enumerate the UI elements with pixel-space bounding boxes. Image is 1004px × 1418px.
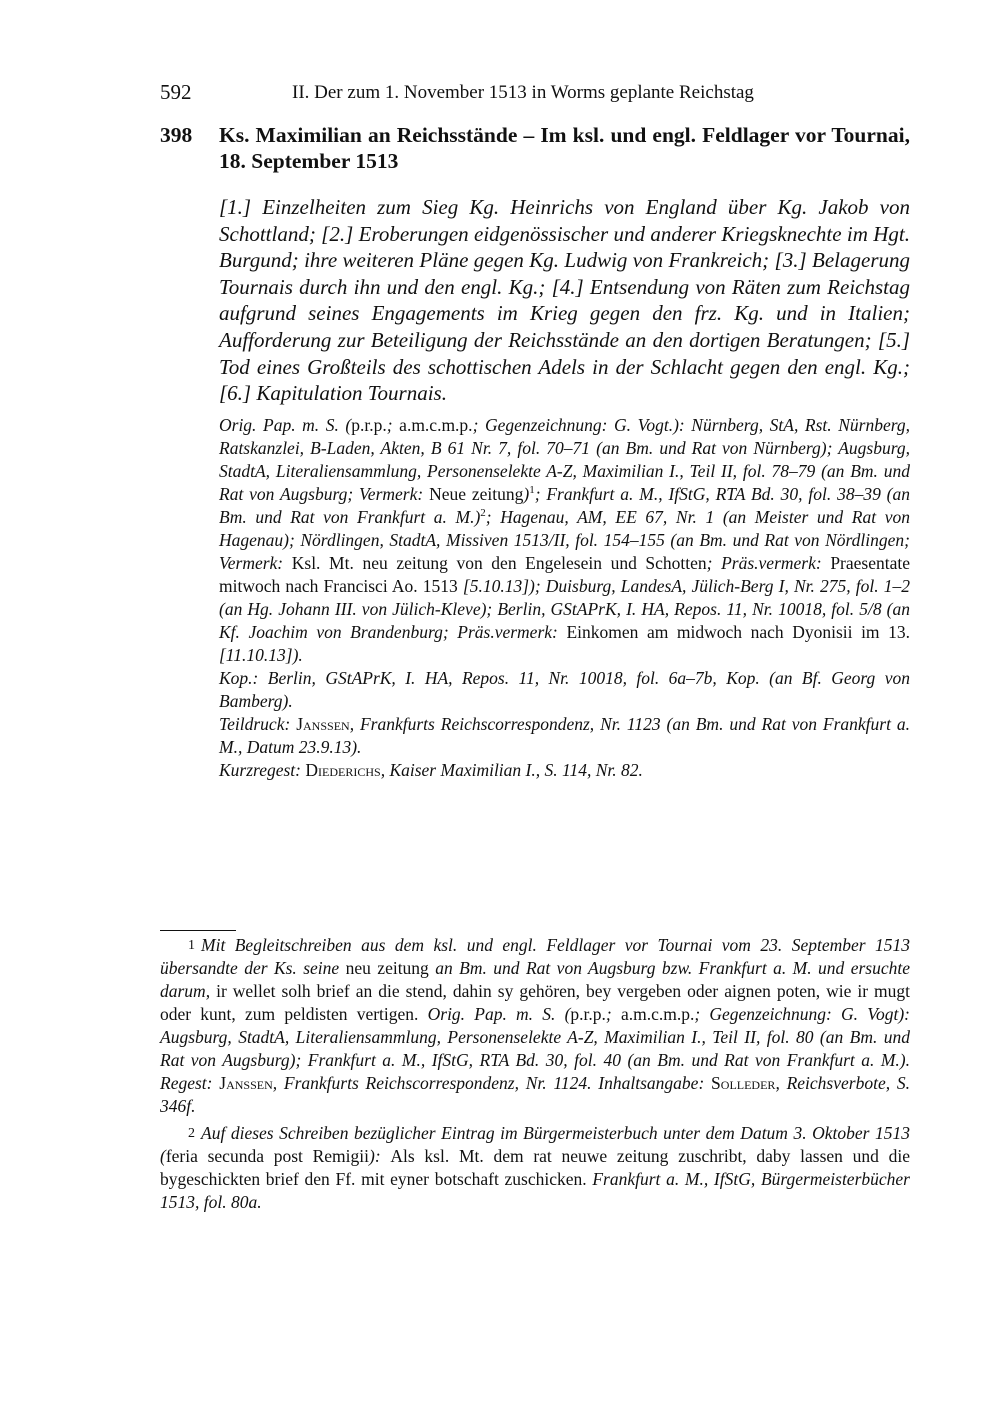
orig-text: ; Frankfurt a. M., IfStG, RTA Bd. 30, fol. 38–39 (an Bm. und Rat von Frankfurt a. M.) bbox=[219, 483, 910, 527]
page-header bbox=[160, 80, 910, 110]
orig-quote: Einkomen am midwoch nach Dyonisii im 13. bbox=[566, 621, 910, 642]
footnote-number: 1 bbox=[188, 938, 195, 953]
footnote-quote: neu zeitung bbox=[345, 958, 429, 978]
footnote-2 bbox=[160, 1122, 910, 1214]
footnote-text: ): bbox=[369, 1146, 391, 1166]
document-number: 398 bbox=[160, 123, 193, 147]
orig-text: ) bbox=[523, 483, 530, 504]
footnote-text: Mit Begleitschreiben aus dem ksl. und engl. Feldlager vor Tournai vom 23. September 1513 übersandte der Ks. seine bbox=[160, 935, 910, 978]
document-body bbox=[219, 194, 910, 782]
partial-print-note bbox=[219, 713, 910, 759]
orig-text: a.m.c.m.p. bbox=[399, 414, 473, 435]
footnote-divider bbox=[160, 930, 236, 931]
orig-quote: Neue zeitung bbox=[429, 483, 524, 504]
partial-print-text: , Frankfurts Reichscorrespondenz, Nr. 1123 (an Bm. und Rat von Frankfurt a. M., Datum 23.9.13). bbox=[219, 713, 910, 757]
footnote-quote: a.m.c.m.p. bbox=[620, 1004, 695, 1024]
footnote-ref-2[interactable]: 2 bbox=[480, 506, 486, 519]
footnote-author: Janssen bbox=[219, 1073, 273, 1093]
footnote-text: ; bbox=[605, 1004, 621, 1024]
page-number: 592 bbox=[160, 80, 192, 104]
footnote-text: Auf dieses Schreiben bezüglicher Eintrag im Bürgermeisterbuch unter dem Datum 3. Oktober 1513 ( bbox=[160, 1123, 910, 1166]
running-title: II. Der zum 1. November 1513 in Worms geplante Reichstag bbox=[292, 82, 754, 103]
footnotes bbox=[160, 934, 910, 1218]
footnote-author: Solleder bbox=[711, 1073, 776, 1093]
orig-text: ; Hagenau, AM, EE 67, Nr. 1 (an Meister und Rat von Hagenau); Nördlingen, StadtA, Missiven 1513/II, fol. 154–155 (an Bm. und Rat von Nördlingen; Vermerk: bbox=[219, 506, 910, 573]
footnote-text: ; Gegenzeichnung: G. Vogt): Augsburg, StadtA, Literaliensammlung, Personenselekte A-Z, Maximilian I., Teil II, fol. 80 (an Bm. und Rat von Augsburg); Frankfurt a. M., IfStG, RTA Bd. 30, fol. 40 (an Bm. und Rat von Frankfurt a. M.). Regest: bbox=[160, 1004, 910, 1093]
footnote-text: Frankfurt a. M., IfStG, Bürgermeisterbücher 1513, fol. 80a. bbox=[160, 1169, 910, 1212]
footnote-text: Orig. Pap. m. S. ( bbox=[418, 1004, 571, 1024]
footnote-number: 2 bbox=[188, 1126, 195, 1141]
partial-print-label: Teildruck: bbox=[219, 713, 297, 734]
orig-quote: Ksl. Mt. neu zeitung von den Engelesein und Schotten bbox=[291, 552, 707, 573]
footnote-text: an Bm. und Rat von Augsburg bzw. Frankfurt a. M. und ersuchte darum, bbox=[160, 958, 910, 1001]
orig-text: p.r.p. bbox=[351, 414, 387, 435]
footnote-text: , Reichsverbote, S. 346f. bbox=[160, 1073, 910, 1116]
footnote-quote: p.r.p. bbox=[570, 1004, 606, 1024]
orig-quote: Praesentate mitwoch nach Francisci Ao. 1513 bbox=[219, 552, 910, 596]
short-regest-note bbox=[219, 759, 910, 782]
short-regest-author: Diederichs bbox=[305, 759, 381, 780]
orig-text: ; Gegenzeichnung: G. Vogt.): Nürnberg, StA, Rst. Nürnberg, Ratskanzlei, B-Laden, Akten, B 61 Nr. 7, fol. 70–71 (an Bm. und Rat von Nürnberg); Augsburg, StadtA, Literaliensammlung, Personenselekte A-Z, Maximilian I., Teil II, fol. 78–79 (an Bm. und Rat von Augsburg; Vermerk: bbox=[219, 414, 910, 504]
copy-note: Kop.: Berlin, GStAPrK, I. HA, Repos. 11, Nr. 10018, fol. 6a–7b, Kop. (an Bf. Georg von Bamberg). bbox=[219, 667, 910, 711]
orig-text: [5.10.13]); Duisburg, LandesA, Jülich-Berg I, Nr. 275, fol. 1–2 (an Hg. Johann III. von Jülich-Kleve); Berlin, GStAPrK, I. HA, Repos. 11, Nr. 10018, fol. 5/8 (an Kf. Joachim von Brandenburg; Präs.vermerk: bbox=[219, 575, 910, 642]
footnote-quote: Als ksl. Mt. dem rat neuwe zeitung zuschribt, daby lassen und die bygeschickten brief den Ff. mit eyner botschaft zuschicken. bbox=[160, 1146, 911, 1189]
orig-text: ; bbox=[386, 414, 400, 435]
footnote-text: , Frankfurts Reichscorrespondenz, Nr. 1124. Inhaltsangabe: bbox=[272, 1073, 712, 1093]
orig-text: ; Präs.vermerk: bbox=[706, 552, 831, 573]
footnote-quote: ir wellet solh brief an die stend, dahin sy gehören, bey vergeben oder aignen poten, wie ir mugt oder kunt, zum peldisten vertigen. bbox=[160, 981, 910, 1024]
orig-text: [11.10.13]). bbox=[219, 644, 303, 665]
document-heading bbox=[160, 122, 910, 174]
original-sources-note bbox=[219, 414, 910, 667]
footnote-ref-1[interactable]: 1 bbox=[529, 483, 535, 496]
short-regest-text: , Kaiser Maximilian I., S. 114, Nr. 82. bbox=[380, 759, 643, 780]
footnote-1 bbox=[160, 934, 910, 1118]
document-summary: [1.] Einzelheiten zum Sieg Kg. Heinrichs von England über Kg. Jakob von Schottland; [2.] Eroberungen eidgenössischer und anderer Kriegsknechte im Hgt. Burgund; ihre weiteren Pläne gegen Kg. Ludwig von Frankreich; [3.] Belagerung Tournais durch ihn und den engl. Kg.; [4.] Entsendung von Räten zum Reichstag aufgrund seines Engagements im Krieg gegen den frz. Kg. und in Italien; Aufforderung zur Beteiligung der Reichsstände an den dortigen Beratungen; [5.] Tod eines Großteils des schottischen Adels in der Schlacht gegen den engl. Kg.; [6.] Kapitulation Tournais. bbox=[219, 195, 910, 406]
document-title: Ks. Maximilian an Reichsstände – Im ksl. und engl. Feldlager vor Tournai, 18. September 1513 bbox=[219, 123, 910, 173]
orig-text: Orig. Pap. m. S. ( bbox=[219, 414, 352, 435]
partial-print-author: Janssen bbox=[296, 713, 350, 734]
short-regest-label: Kurzregest: bbox=[219, 759, 306, 780]
footnote-quote: feria secunda post Remigii bbox=[165, 1146, 369, 1166]
